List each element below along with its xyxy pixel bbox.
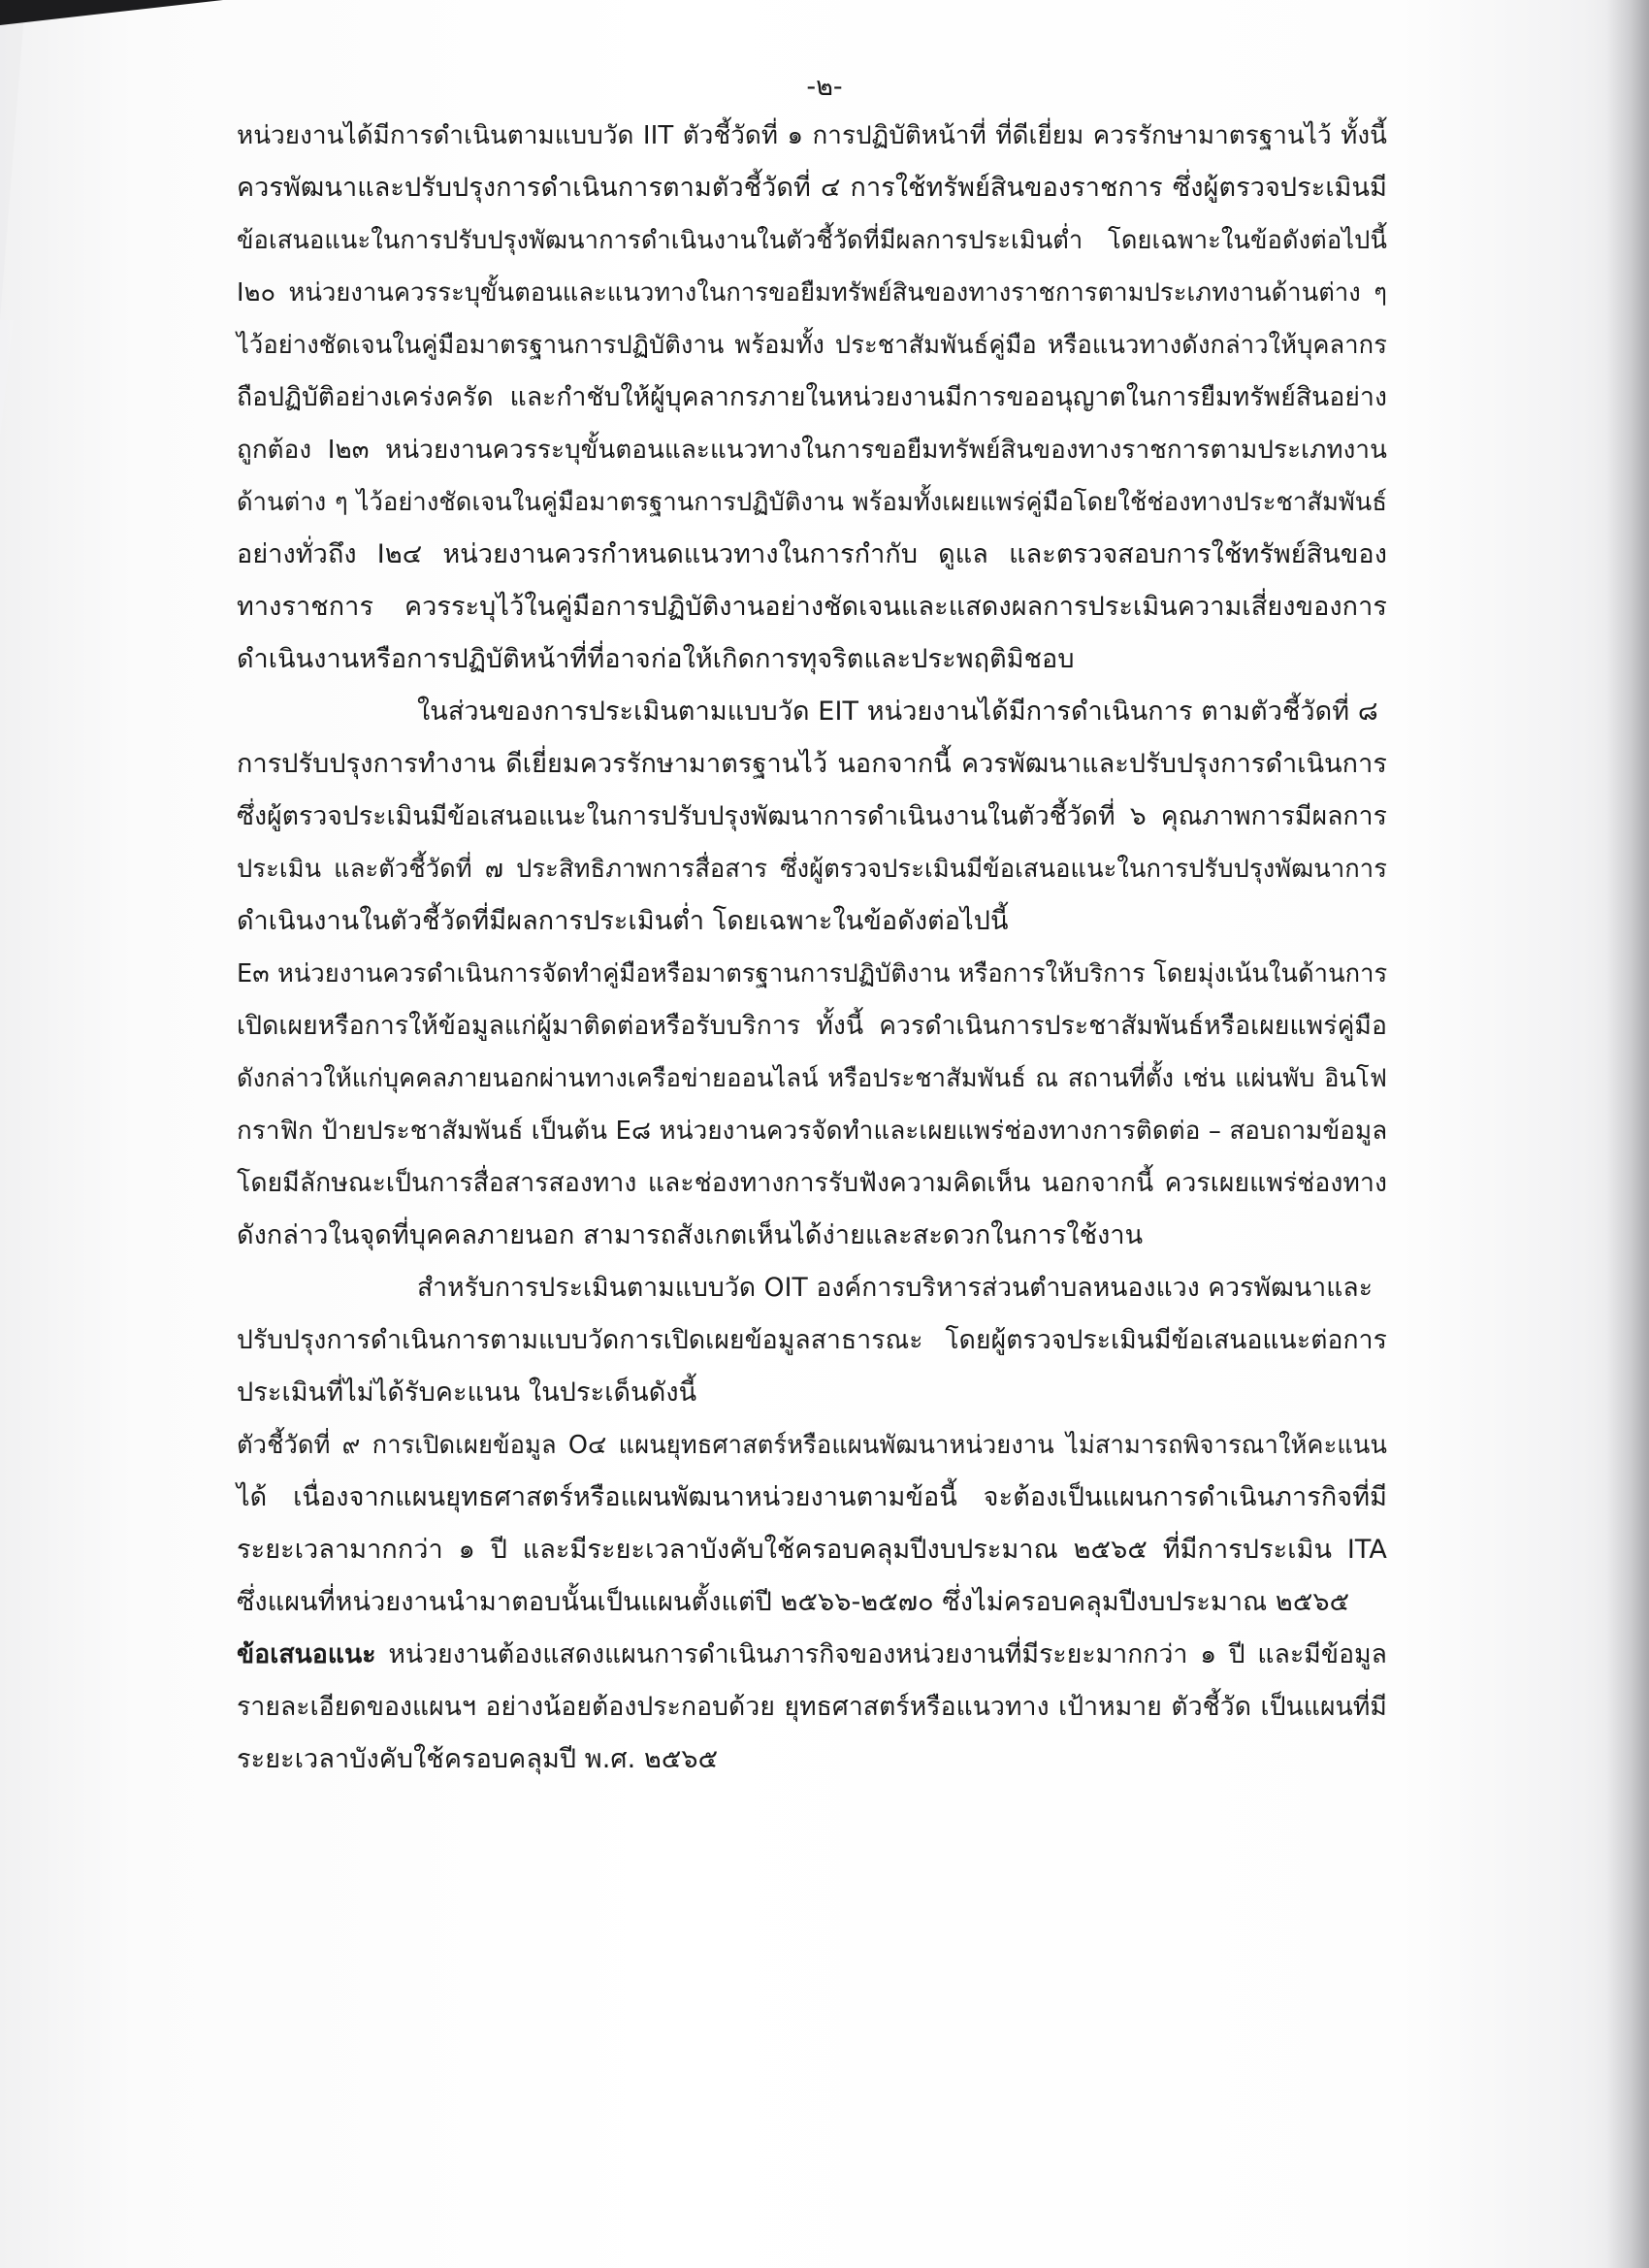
text-line: ระยะเวลามากกว่า ๑ ปี และมีระยะเวลาบังคับใช้ครอบคลุมปีงบประมาณ ๒๕๖๕ ที่มีการประเมิน ITA — [237, 1535, 1387, 1565]
text-line: ด้านต่าง ๆ ไว้อย่างชัดเจนในคู่มือมาตรฐานการปฏิบัติงาน พร้อมทั้งเผยแพร่คู่มือโดยใช้ช่องทางประชาสัมพันธ์ — [237, 488, 1387, 517]
text-line — [237, 1629, 1387, 1681]
scan-corner-shadow — [0, 0, 223, 25]
text-line: ปรับปรุงการดำเนินการตามแบบวัดการเปิดเผยข้อมูลสาธารณะ โดยผู้ตรวจประเมินมีข้อเสนอแนะต่อการ — [237, 1325, 1387, 1355]
page-number: -๒- — [806, 72, 843, 102]
text-line: ควรพัฒนาและปรับปรุงการดำเนินการตามตัวชี้วัดที่ ๔ การใช้ทรัพย์สินของราชการ ซึ่งผู้ตรวจประเมินมี — [237, 173, 1387, 203]
text-line: ดำเนินงานหรือการปฏิบัติหน้าที่ที่อาจก่อให้เกิดการทุจริตและประพฤติมิชอบ — [237, 644, 1075, 674]
text-line: ซึ่งผู้ตรวจประเมินมีข้อเสนอแนะในการปรับปรุงพัฒนาการดำเนินงานในตัวชี้วัดที่ ๖ คุณภาพการมีผลการ — [237, 801, 1387, 831]
text-line: การปรับปรุงการทำงาน ดีเยี่ยมควรรักษามาตรฐานไว้ นอกจากนี้ ควรพัฒนาและปรับปรุงการดำเนินการ — [237, 749, 1387, 779]
text-line: ได้ เนื่องจากแผนยุทธศาสตร์หรือแผนพัฒนาหน่วยงานตามข้อนี้ จะต้องเป็นแผนการดำเนินภารกิจที่มี — [237, 1482, 1387, 1512]
paragraph-suggestion — [237, 1629, 1387, 1786]
text-line: สำหรับการประเมินตามแบบวัด OIT องค์การบริหารส่วนตำบลหนองแวง ควรพัฒนาและ — [417, 1273, 1374, 1303]
text-line: ซึ่งแผนที่หน่วยงานนำมาตอบนั้นเป็นแผนตั้งแต่ปี ๒๕๖๖-๒๕๗๐ ซึ่งไม่ครอบคลุมปีงบประมาณ ๒๕๖๕ — [237, 1587, 1350, 1617]
text-line: ในส่วนของการประเมินตามแบบวัด EIT หน่วยงานได้มีการดำเนินการ ตามตัวชี้วัดที่ ๘ — [417, 697, 1378, 727]
text-line: หน่วยงานได้มีการดำเนินตามแบบวัด IIT ตัวชี้วัดที่ ๑ การปฏิบัติหน้าที่ ที่ดีเยี่ยม ควรรักษามาตรฐานไว้ ทั้งนี้ — [237, 121, 1387, 150]
text-line: กราฟิก ป้ายประชาสัมพันธ์ เป็นต้น E๘ หน่วยงานควรจัดทำและเผยแพร่ช่องทางการติดต่อ – สอบถามข้อมูล — [237, 1117, 1388, 1146]
text-line: ประเมิน และตัวชี้วัดที่ ๗ ประสิทธิภาพการสื่อสาร ซึ่งผู้ตรวจประเมินมีข้อเสนอแนะในการปรับปรุงพัฒนาการ — [237, 855, 1387, 884]
text-line: I๒๐ หน่วยงานควรระบุขั้นตอนและแนวทางในการขอยืมทรัพย์สินของทางราชการตามประเภทงานด้านต่าง ๆ — [237, 278, 1387, 308]
paragraph-iit — [237, 110, 1387, 686]
text-line: เปิดเผยหรือการให้ข้อมูลแก่ผู้มาติดต่อหรือรับบริการ ทั้งนี้ ควรดำเนินการประชาสัมพันธ์หรือเผยแพร่คู่มือ — [237, 1011, 1387, 1041]
suggestion-label: ข้อเสนอแนะ — [237, 1639, 376, 1669]
folded-corner-lower — [0, 320, 14, 437]
text-line: รายละเอียดของแผนฯ อย่างน้อยต้องประกอบด้วย ยุทธศาสตร์หรือแนวทาง เป้าหมาย ตัวชี้วัด เป็นแผนที่มี — [237, 1692, 1387, 1722]
text-line: ทางราชการ ควรระบุไว้ในคู่มือการปฏิบัติงานอย่างชัดเจนและแสดงผลการประเมินความเสี่ยงของการ — [237, 592, 1387, 622]
text-line: ดำเนินงานในตัวชี้วัดที่มีผลการประเมินต่ำ โดยเฉพาะในข้อดังต่อไปนี้ — [237, 906, 1009, 936]
text-line: E๓ หน่วยงานควรดำเนินการจัดทำคู่มือหรือมาตรฐานการปฏิบัติงาน หรือการให้บริการ โดยมุ่งเน้นในด้านการ — [237, 959, 1388, 988]
text-line: ตัวชี้วัดที่ ๙ การเปิดเผยข้อมูล O๔ แผนยุทธศาสตร์หรือแผนพัฒนาหน่วยงาน ไม่สามารถพิจารณาให้คะแนน — [237, 1431, 1387, 1460]
text-line: ดังกล่าวให้แก่บุคคลภายนอกผ่านทางเครือข่ายออนไลน์ หรือประชาสัมพันธ์ ณ สถานที่ตั้ง เช่น แผ่นพับ อินโฟ — [237, 1064, 1387, 1093]
scan-edge-shadow — [1606, 0, 1649, 2268]
text-line: ระยะเวลาบังคับใช้ครอบคลุมปี พ.ศ. ๒๕๖๕ — [237, 1744, 719, 1774]
text-line: อย่างทั่วถึง I๒๔ หน่วยงานควรกำหนดแนวทางในการกำกับ ดูแล และตรวจสอบการใช้ทรัพย์สินของ — [237, 539, 1387, 569]
text-line: ข้อเสนอแนะในการปรับปรุงพัฒนาการดำเนินงานในตัวชี้วัดที่มีผลการประเมินต่ำ โดยเฉพาะในข้อดังต่อไปนี้ — [237, 226, 1387, 255]
text-line: ดังกล่าวในจุดที่บุคคลภายนอก สามารถสังเกตเห็นได้ง่ายและสะดวกในการใช้งาน — [237, 1220, 1144, 1250]
text-line: ประเมินที่ไม่ได้รับคะแนน ในประเด็นดังนี้ — [237, 1377, 697, 1408]
text-line: ถูกต้อง I๒๓ หน่วยงานควรระบุขั้นตอนและแนวทางในการขอยืมทรัพย์สินของทางราชการตามประเภทงาน — [237, 436, 1387, 465]
suggestion-text: หน่วยงานต้องแสดงแผนการดำเนินภารกิจของหน่วยงานที่มีระยะมากกว่า ๑ ปี และมีข้อมูล — [375, 1639, 1387, 1669]
text-line: ไว้อย่างชัดเจนในคู่มือมาตรฐานการปฏิบัติงาน พร้อมทั้ง ประชาสัมพันธ์คู่มือ หรือแนวทางดังกล่าวให้บุคลากร — [237, 331, 1387, 360]
paragraph-oit — [237, 1262, 1387, 1629]
folded-corner — [0, 0, 25, 320]
text-line: ถือปฏิบัติอย่างเคร่งครัด และกำชับให้ผู้บุคลากรภายในหน่วยงานมีการขออนุญาตในการยืมทรัพย์สินอย่าง — [237, 382, 1387, 412]
text-line: โดยมีลักษณะเป็นการสื่อสารสองทาง และช่องทางการรับฟังความคิดเห็น นอกจากนี้ ควรเผยแพร่ช่องทาง — [237, 1168, 1387, 1198]
paragraph-eit — [237, 686, 1387, 1262]
document-body — [237, 110, 1387, 1786]
